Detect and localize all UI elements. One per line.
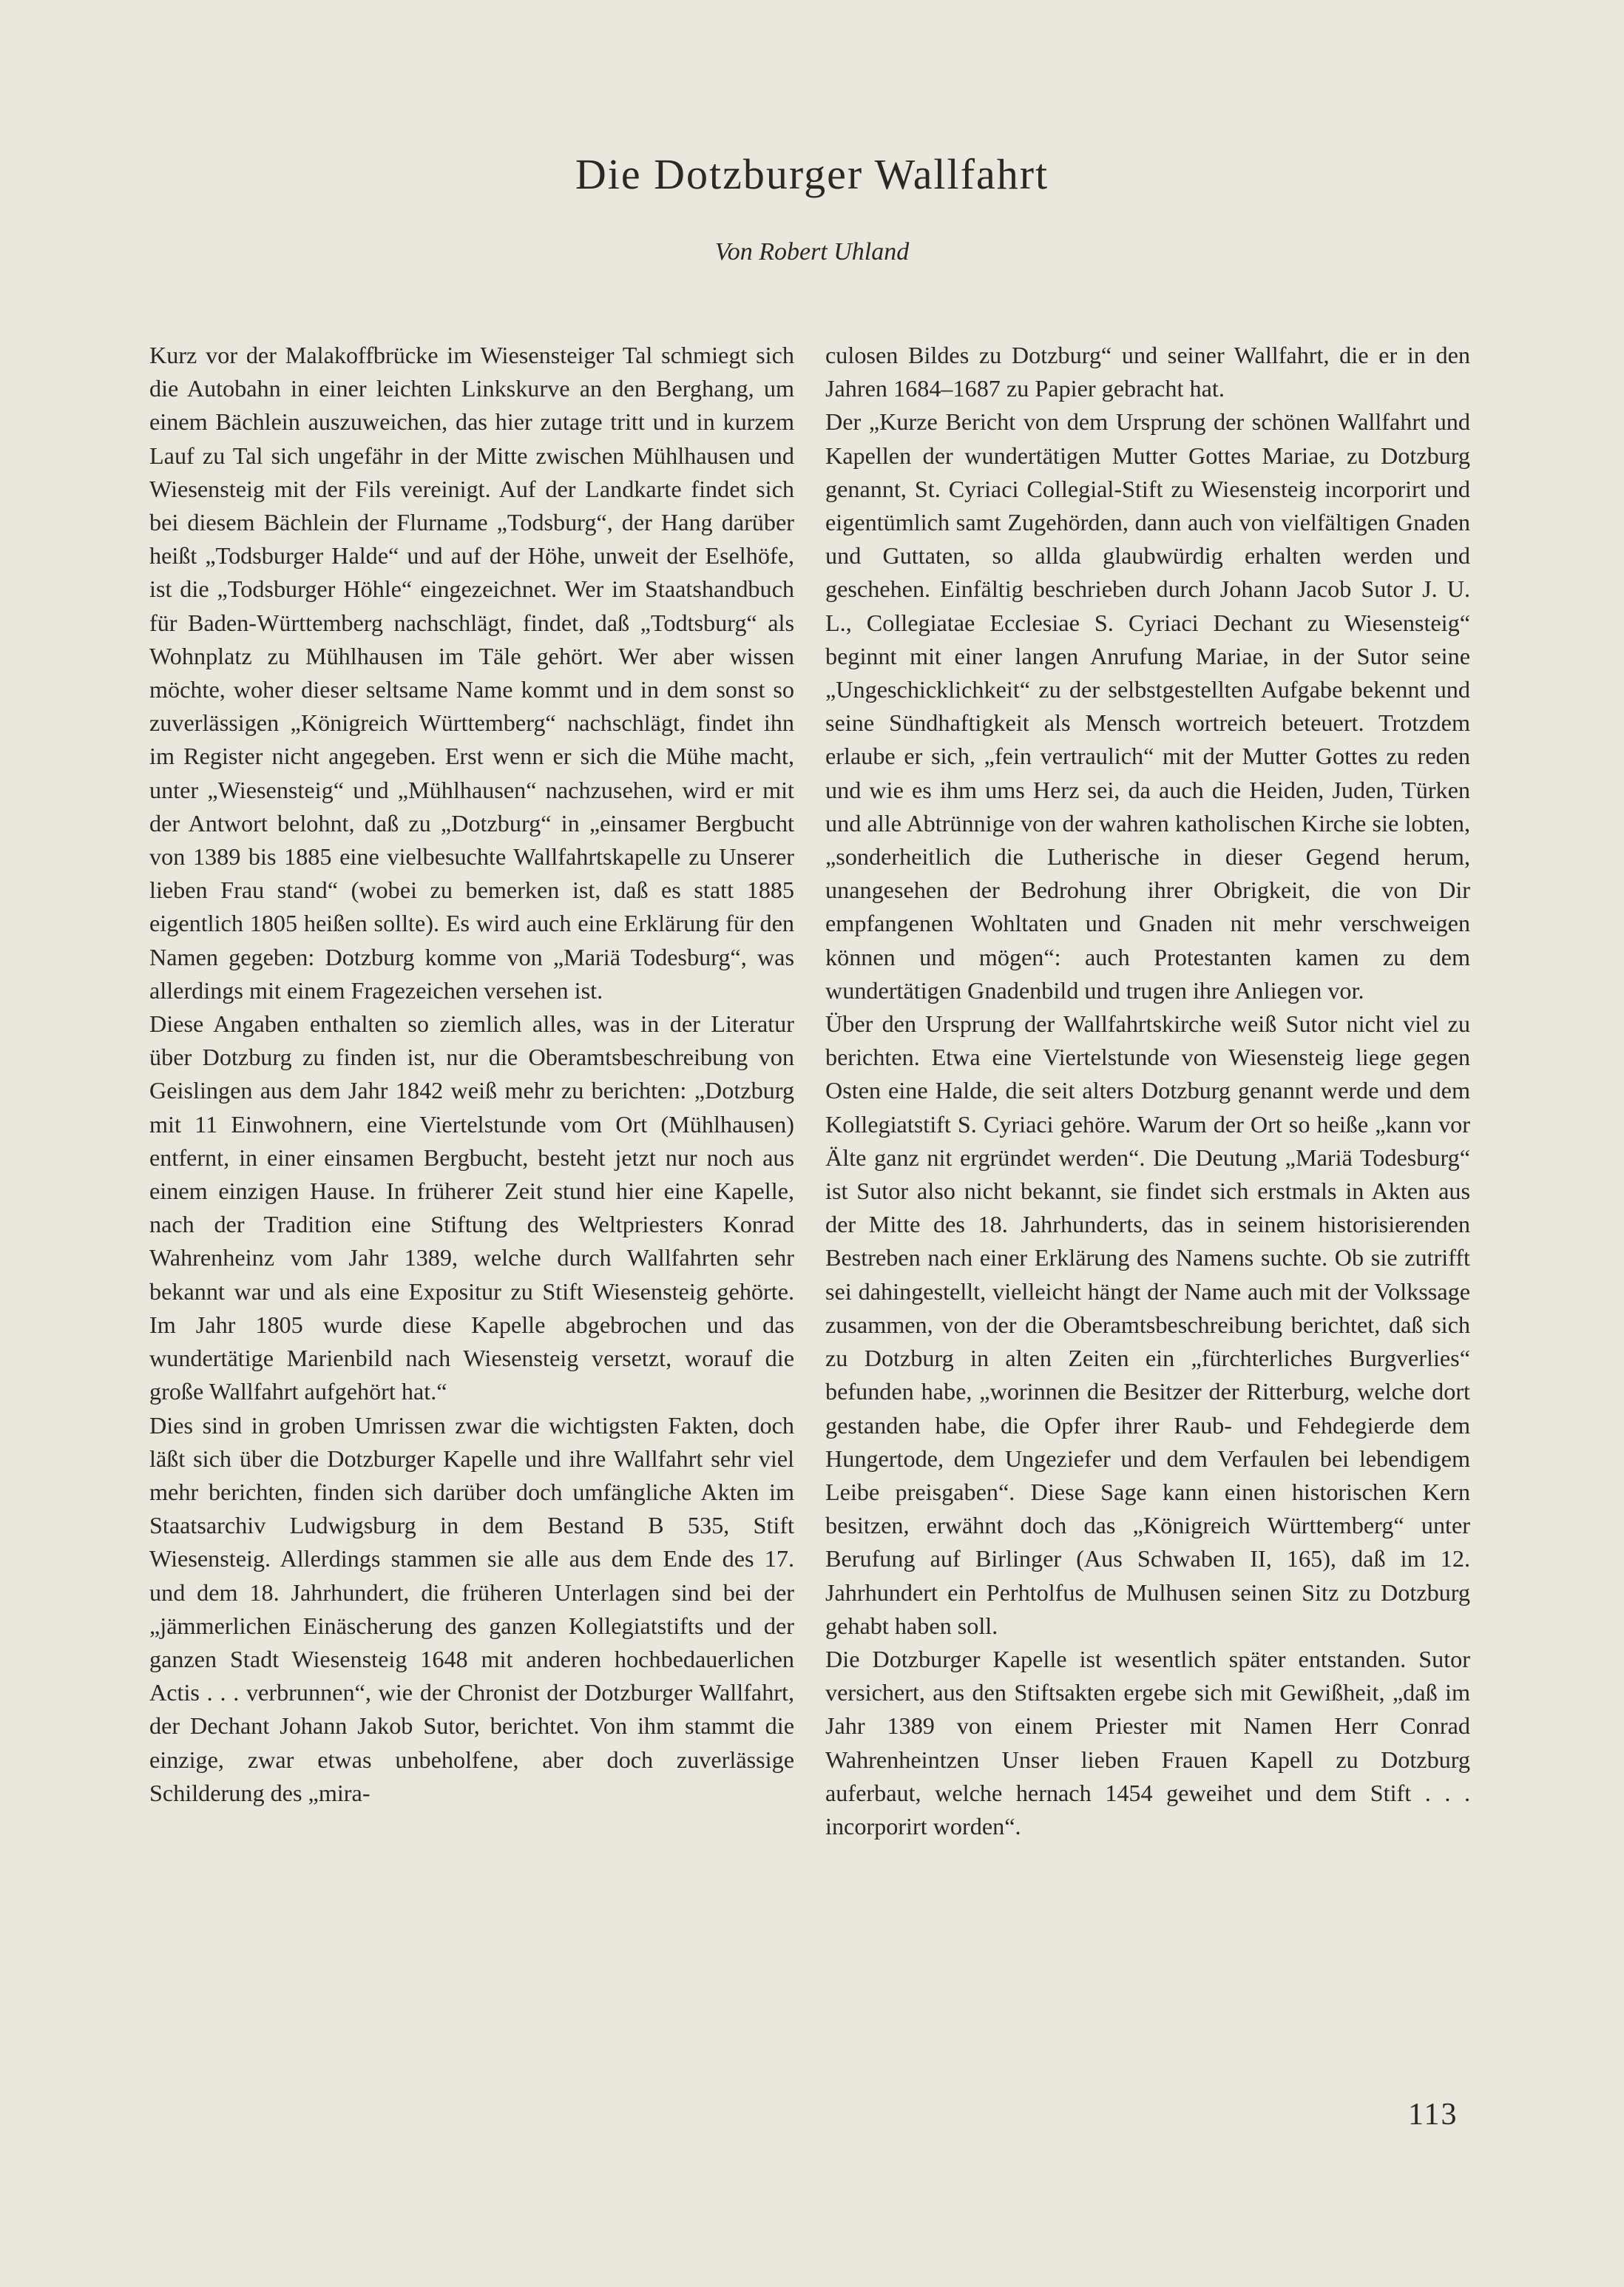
paragraph: Kurz vor der Malakoffbrücke im Wiesensteiger Tal schmiegt sich die Autobahn in einer leichten Linkskurve an den Berghang, um einem Bächlein auszuweichen, das hier zutage tritt und in kurzem Lauf zu Tal sich ungefähr in der Mitte zwischen Mühlhausen und Wiesensteig mit der Fils vereinigt. Auf der Landkarte findet sich bei diesem Bächlein der Flurname „Todsburg“, der Hang darüber heißt „Todsburger Halde“ und auf der Höhe, unweit der Eselhöfe, ist die „Todsburger Höhle“ eingezeichnet. Wer im Staatshandbuch für Baden-Württemberg nachschlägt, findet, daß „Todtsburg“ als Wohnplatz zu Mühlhausen im Täle gehört. Wer aber wissen möchte, woher dieser seltsame Name kommt und in dem sonst so zuverlässigen „Königreich Württemberg“ nachschlägt, findet ihn im Register nicht angegeben. Erst wenn er sich die Mühe macht, unter „Wiesensteig“ und „Mühlhausen“ nachzusehen, wird er mit der Antwort belohnt, daß zu „Dotzburg“ in „einsamer Bergbucht von 1389 bis 1885 eine vielbesuchte Wallfahrtskapelle zu Unserer lieben Frau stand“ (wobei zu bemerken ist, daß es statt 1885 eigentlich 1805 heißen sollte). Es wird auch eine Erklärung für den Namen gegeben: Dotzburg komme von „Mariä Todesburg“, was allerdings mit einem Fragezeichen versehen ist. [149,342,794,1004]
paragraph: culosen Bildes zu Dotzburg“ und seiner Wallfahrt, die er in den Jahren 1684–1687 zu Papier gebracht hat. [825,342,1470,402]
paragraph: Der „Kurze Bericht von dem Ursprung der schönen Wallfahrt und Kapellen der wundertätigen Mutter Gottes Mariae, zu Dotzburg genannt, St. Cyriaci Collegial-Stift zu Wiesensteig incorporirt und eigentümlich samt Zugehörden, dann auch von vielfältigen Gnaden und Guttaten, so allda glaubwürdig erhalten werden und geschehen. Einfältig beschrieben durch Johann Jacob Sutor J. U. L., Collegiatae Ecclesiae S. Cyriaci Dechant zu Wiesensteig“ beginnt mit einer langen Anrufung Mariae, in der Sutor seine „Ungeschicklichkeit“ zu der selbstgestellten Aufgabe bekennt und seine Sündhaftigkeit als Mensch wortreich beteuert. Trotzdem erlaube er sich, „fein vertraulich“ mit der Mutter Gottes zu reden und wie es ihm ums Herz sei, da auch die Heiden, Juden, Türken und alle Abtrünnige von der wahren katholischen Kirche sie lobten, „sonderheitlich die Lutherische in dieser Gegend herum, unangesehen der Bedrohung ihrer Obrigkeit, die von Dir empfangenen Wohltaten und Gnaden nit mehr verschweigen können und mögen“: auch Protestanten kamen zu dem wundertätigen Gnadenbild und trugen ihre Anliegen vor. [825,408,1470,1004]
article-title: Die Dotzburger Wallfahrt [575,150,1049,198]
paragraph: Die Dotzburger Kapelle ist wesentlich später entstanden. Sutor versichert, aus den Stiftsakten ergebe sich mit Gewißheit, „daß im Jahr 1389 von einem Priester mit Namen Herr Conrad Wahrenheintzen Unser lieben Frauen Kapell zu Dotzburg auferbaut, welche hernach 1454 geweihet und dem Stift . . . incorporirt worden“. [825,1645,1470,1840]
article-byline: Von Robert Uhland [714,238,910,266]
right-column [825,339,1470,1843]
paragraph: Dies sind in groben Umrissen zwar die wichtigsten Fakten, doch läßt sich über die Dotzburger Kapelle und ihre Wallfahrt sehr viel mehr berichten, finden sich darüber doch umfängliche Akten im Staatsarchiv Ludwigsburg in dem Bestand B 535, Stift Wiesensteig. Allerdings stammen sie alle aus dem Ende des 17. und dem 18. Jahrhundert, die früheren Unterlagen sind bei der „jämmerlichen Einäscherung des ganzen Kollegiatstifts und der ganzen Stadt Wiesensteig 1648 mit anderen hochbedauerlichen Actis . . . verbrunnen“, wie der Chronist der Dotzburger Wallfahrt, der Dechant Johann Jakob Sutor, berichtet. Von ihm stammt die einzige, zwar etwas unbeholfene, aber doch zuverlässige Schilderung des „mira- [149,1411,794,1806]
paragraph: Über den Ursprung der Wallfahrtskirche weiß Sutor nicht viel zu berichten. Etwa eine Viertelstunde von Wiesensteig liege gegen Osten eine Halde, die seit alters Dotzburg genannt werde und dem Kollegiatstift S. Cyriaci gehöre. Warum der Ort so heiße „kann vor Älte ganz nit ergründet werden“. Die Deutung „Mariä Todesburg“ ist Sutor also nicht bekannt, sie findet sich erstmals in Akten aus der Mitte des 18. Jahrhunderts, das in seinem historisierenden Bestreben nach einer Erklärung des Namens suchte. Ob sie zutrifft sei dahingestellt, vielleicht hängt der Name auch mit der Volkssage zusammen, von der die Oberamtsbeschreibung berichtet, daß sich zu Dotzburg in alten Zeiten ein „fürchterliches Burgverlies“ befunden habe, „worinnen die Besitzer der Ritterburg, welche dort gestanden habe, die Opfer ihrer Raub- und Fehdegierde dem Hungertode, dem Ungeziefer und dem Verfaulen bei lebendigem Leibe preisgaben“. Diese Sage kann einen historischen Kern besitzen, erwähnt doch das „Königreich Württemberg“ unter Berufung auf Birlinger (Aus Schwaben II, 165), daß im 12. Jahrhundert ein Perhtolfus de Mulhusen seinen Sitz zu Dotzburg gehabt haben soll. [825,1010,1470,1639]
paragraph: Diese Angaben enthalten so ziemlich alles, was in der Literatur über Dotzburg zu finden ist, nur die Oberamtsbeschreibung von Geislingen aus dem Jahr 1842 weiß mehr zu berichten: „Dotzburg mit 11 Einwohnern, eine Viertelstunde vom Ort (Mühlhausen) entfernt, in einer einsamen Bergbucht, besteht jetzt nur noch aus einem einzigen Hause. In früherer Zeit stund hier eine Kapelle, nach der Tradition eine Stiftung des Weltpriesters Konrad Wahrenheinz vom Jahr 1389, welche durch Wallfahrten sehr bekannt war und als eine Expositur zu Stift Wiesensteig gehörte. Im Jahr 1805 wurde diese Kapelle abgebrochen und das wundertätige Marienbild nach Wiesensteig versetzt, worauf die große Wallfahrt aufgehört hat.“ [149,1010,794,1405]
left-column [149,339,794,1810]
page-number: 113 [1408,2098,1458,2132]
